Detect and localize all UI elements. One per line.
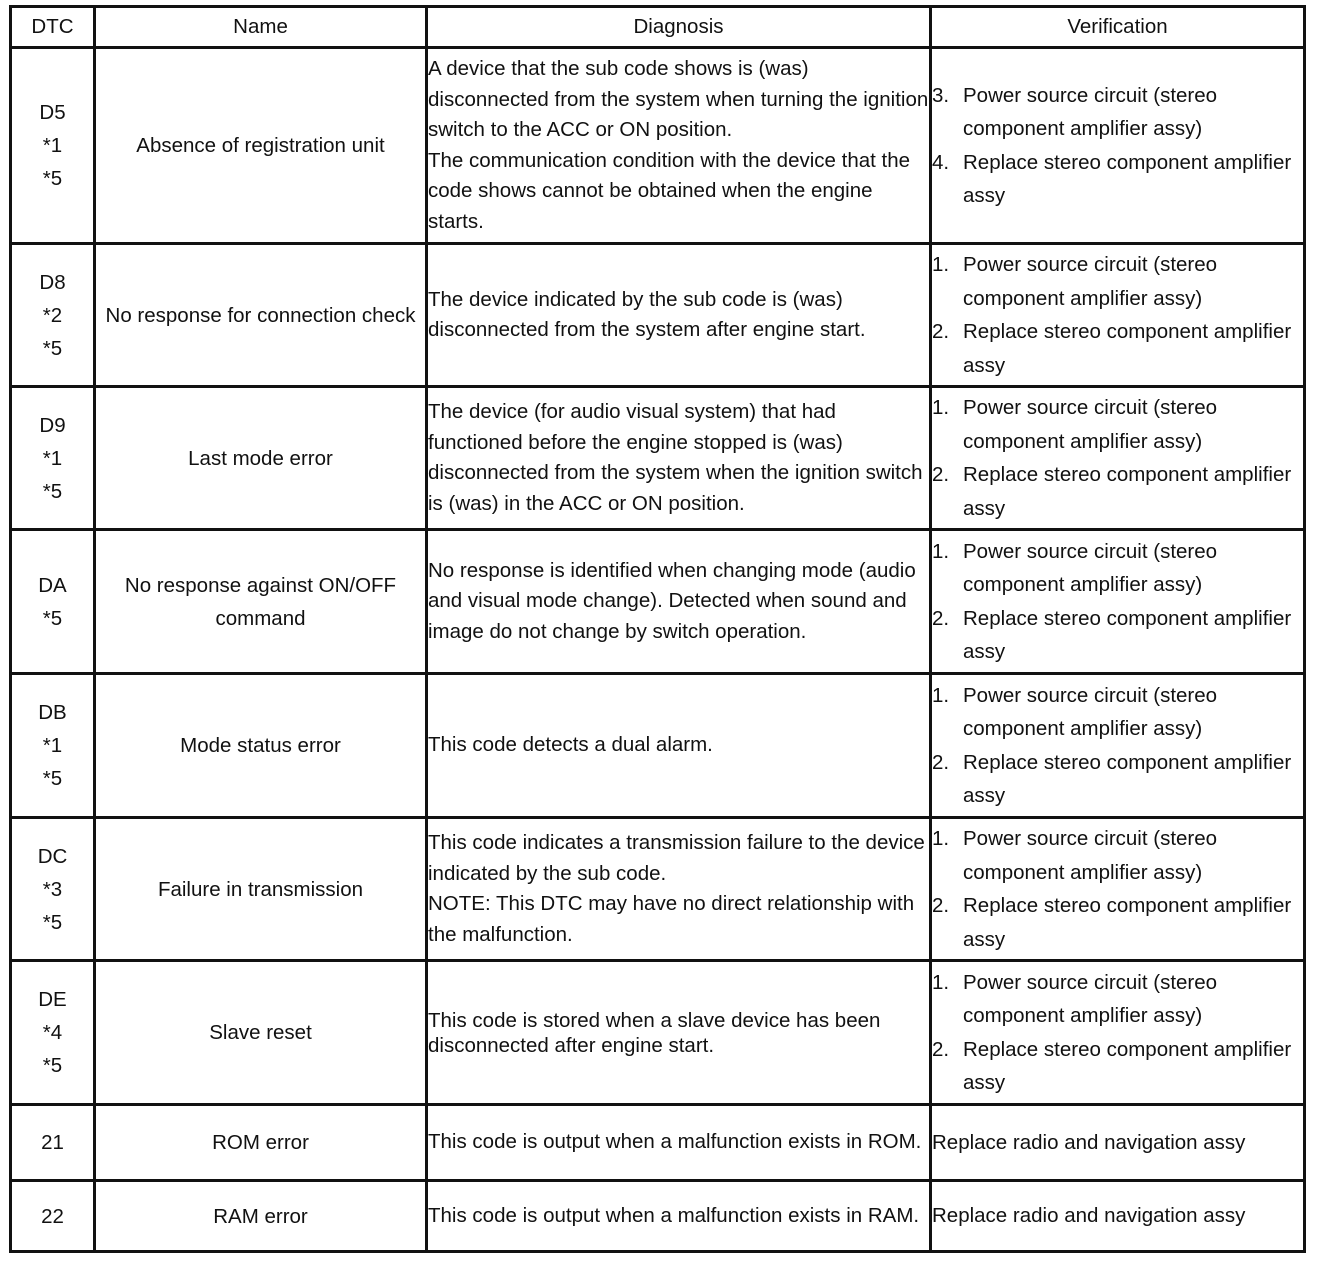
step-text: Power source circuit (stereo component amplifier assy) xyxy=(963,253,1218,310)
header-row xyxy=(11,7,1305,48)
verification-steps xyxy=(932,966,1303,1100)
dtc-code: DC xyxy=(37,844,68,868)
step-number: 2. xyxy=(932,894,950,917)
verification-steps xyxy=(932,391,1303,525)
dtc-table xyxy=(9,5,1306,1253)
verification-step xyxy=(932,746,1303,813)
table-row xyxy=(11,1105,1305,1181)
dtc-code: 21 xyxy=(41,1131,64,1154)
step-text: Replace stereo component amplifier assy xyxy=(963,750,1292,807)
dtc-code-cell xyxy=(11,1105,95,1181)
step-text: Replace stereo component amplifier assy xyxy=(963,606,1292,663)
dtc-note: *1 xyxy=(42,734,63,757)
verification-cell xyxy=(931,48,1305,244)
dtc-code-cell xyxy=(11,48,95,244)
dtc-note: *4 xyxy=(42,1021,63,1044)
dtc-note: *1 xyxy=(42,446,63,470)
dtc-code-cell xyxy=(11,530,95,674)
dtc-name: ROM error xyxy=(95,1105,427,1181)
step-text: Power source circuit (stereo component amplifier assy) xyxy=(963,970,1218,1027)
diagnosis-text: No response is identified when changing mode (audio and visual mode change). Detected when sound and image do not change by switch operation. xyxy=(428,558,916,643)
verification-steps xyxy=(932,679,1303,813)
verification-steps xyxy=(932,248,1303,382)
diagnosis-text: This code is stored when a slave device has been disconnected after engine start. xyxy=(428,1008,881,1057)
verification-step xyxy=(932,1033,1303,1100)
table-row xyxy=(11,674,1305,818)
dtc-name: No response for connection check xyxy=(95,244,427,387)
dtc-note: *5 xyxy=(42,336,63,360)
diagnosis-cell xyxy=(427,674,931,818)
verification-steps xyxy=(932,822,1303,956)
dtc-note: *5 xyxy=(42,1054,63,1077)
dtc-note: *5 xyxy=(42,167,63,190)
dtc-code: DA xyxy=(38,573,67,597)
dtc-name: Last mode error xyxy=(95,387,427,530)
table-row xyxy=(11,961,1305,1105)
diagnosis-cell xyxy=(427,387,931,530)
verification-step xyxy=(932,822,1303,889)
step-text: Replace stereo component amplifier assy xyxy=(963,150,1292,207)
step-number: 2. xyxy=(932,606,950,630)
header-dtc: DTC xyxy=(11,7,95,48)
diagnosis-text: This code detects a dual alarm. xyxy=(428,733,713,757)
step-number: 2. xyxy=(932,1037,950,1061)
dtc-code: DE xyxy=(38,988,67,1011)
step-number: 1. xyxy=(932,396,950,419)
verification-steps xyxy=(932,79,1303,213)
dtc-code-cell xyxy=(11,1181,95,1252)
dtc-code-cell xyxy=(11,244,95,387)
dtc-code-cell xyxy=(11,387,95,530)
verification-steps xyxy=(932,535,1303,669)
dtc-note: *3 xyxy=(42,877,63,901)
diagnosis-text: This code is output when a malfunction exists in ROM. xyxy=(428,1130,922,1154)
step-text: Power source circuit (stereo component amplifier assy) xyxy=(963,539,1218,596)
dtc-name: Mode status error xyxy=(95,674,427,818)
diagnosis-cell xyxy=(427,1105,931,1181)
verification-cell xyxy=(931,244,1305,387)
step-number: 1. xyxy=(932,970,950,994)
verification-cell xyxy=(931,818,1305,961)
diagnosis-text: The device (for audio visual system) that had functioned before the engine stopped is (was) disconnected from the system when the ignition switch is (was) in the ACC or ON position. xyxy=(428,400,923,515)
dtc-code-cell xyxy=(11,674,95,818)
diagnosis-text: This code indicates a transmission failure to the device indicated by the sub code. xyxy=(428,831,925,885)
step-text: Power source circuit (stereo component amplifier assy) xyxy=(963,83,1218,140)
step-number: 4. xyxy=(932,150,950,174)
dtc-code: DB xyxy=(38,701,67,724)
verification-step xyxy=(932,146,1303,213)
verification-step xyxy=(932,79,1303,146)
verification-step xyxy=(932,315,1303,382)
table-row xyxy=(11,530,1305,674)
verification-step xyxy=(932,889,1303,956)
dtc-code: D5 xyxy=(39,101,66,124)
verification-text: Replace radio and navigation assy xyxy=(931,1105,1305,1181)
table-row xyxy=(11,1181,1305,1252)
dtc-code: D9 xyxy=(39,413,66,437)
step-number: 2. xyxy=(932,750,950,774)
step-text: Replace stereo component amplifier assy xyxy=(963,894,1292,951)
verification-cell xyxy=(931,530,1305,674)
dtc-name: Slave reset xyxy=(95,961,427,1105)
step-text: Power source circuit (stereo component amplifier assy) xyxy=(963,683,1218,740)
table-row xyxy=(11,818,1305,961)
step-number: 3. xyxy=(932,83,950,107)
verification-step xyxy=(932,458,1303,525)
dtc-note: *5 xyxy=(42,606,63,630)
step-number: 2. xyxy=(932,320,950,343)
dtc-name: Absence of registration unit xyxy=(95,48,427,244)
step-text: Power source circuit (stereo component amplifier assy) xyxy=(963,827,1218,884)
dtc-note: *2 xyxy=(42,303,63,327)
verification-step xyxy=(932,966,1303,1033)
dtc-code-cell xyxy=(11,818,95,961)
diagnosis-text: This code is output when a malfunction exists in RAM. xyxy=(428,1203,920,1227)
dtc-note: *1 xyxy=(42,134,63,157)
diagnosis-cell xyxy=(427,48,931,244)
dtc-name: Failure in transmission xyxy=(95,818,427,961)
header-name: Name xyxy=(95,7,427,48)
step-text: Power source circuit (stereo component amplifier assy) xyxy=(963,396,1218,453)
step-text: Replace stereo component amplifier assy xyxy=(963,1037,1292,1094)
table-row xyxy=(11,387,1305,530)
diagnosis-cell xyxy=(427,1181,931,1252)
diagnosis-text: A device that the sub code shows is (was) disconnected from the system when turning the ignition switch to the ACC or ON position. xyxy=(428,57,929,141)
diagnosis-cell xyxy=(427,244,931,387)
verification-text: Replace radio and navigation assy xyxy=(931,1181,1305,1252)
step-number: 1. xyxy=(932,827,950,850)
diagnosis-note: NOTE: This DTC may have no direct relationship with the malfunction. xyxy=(428,892,915,946)
verification-step xyxy=(932,391,1303,458)
step-number: 1. xyxy=(932,683,950,707)
verification-cell xyxy=(931,387,1305,530)
table-row xyxy=(11,244,1305,387)
table-row xyxy=(11,48,1305,244)
verification-step xyxy=(932,679,1303,746)
diagnosis-text: The communication condition with the device that the code shows cannot be obtained when the engine starts. xyxy=(428,148,911,233)
dtc-name: RAM error xyxy=(95,1181,427,1252)
header-verification: Verification xyxy=(931,7,1305,48)
step-number: 1. xyxy=(932,539,950,563)
verification-step xyxy=(932,248,1303,315)
step-text: Replace stereo component amplifier assy xyxy=(963,320,1292,377)
step-number: 2. xyxy=(932,463,950,486)
dtc-code: 22 xyxy=(41,1204,64,1228)
dtc-note: *5 xyxy=(42,479,63,503)
diagnosis-cell xyxy=(427,530,931,674)
dtc-code: D8 xyxy=(39,270,66,294)
verification-step xyxy=(932,602,1303,669)
dtc-code-cell xyxy=(11,961,95,1105)
dtc-note: *5 xyxy=(42,910,63,934)
step-number: 1. xyxy=(932,253,950,276)
verification-step xyxy=(932,535,1303,602)
dtc-note: *5 xyxy=(42,767,63,790)
step-text: Replace stereo component amplifier assy xyxy=(963,463,1292,520)
dtc-name: No response against ON/OFF command xyxy=(95,530,427,674)
header-diagnosis: Diagnosis xyxy=(427,7,931,48)
diagnosis-cell xyxy=(427,818,931,961)
verification-cell xyxy=(931,674,1305,818)
diagnosis-text: The device indicated by the sub code is (was) disconnected from the system after engine start. xyxy=(428,287,866,341)
verification-cell xyxy=(931,961,1305,1105)
diagnosis-cell xyxy=(427,961,931,1105)
